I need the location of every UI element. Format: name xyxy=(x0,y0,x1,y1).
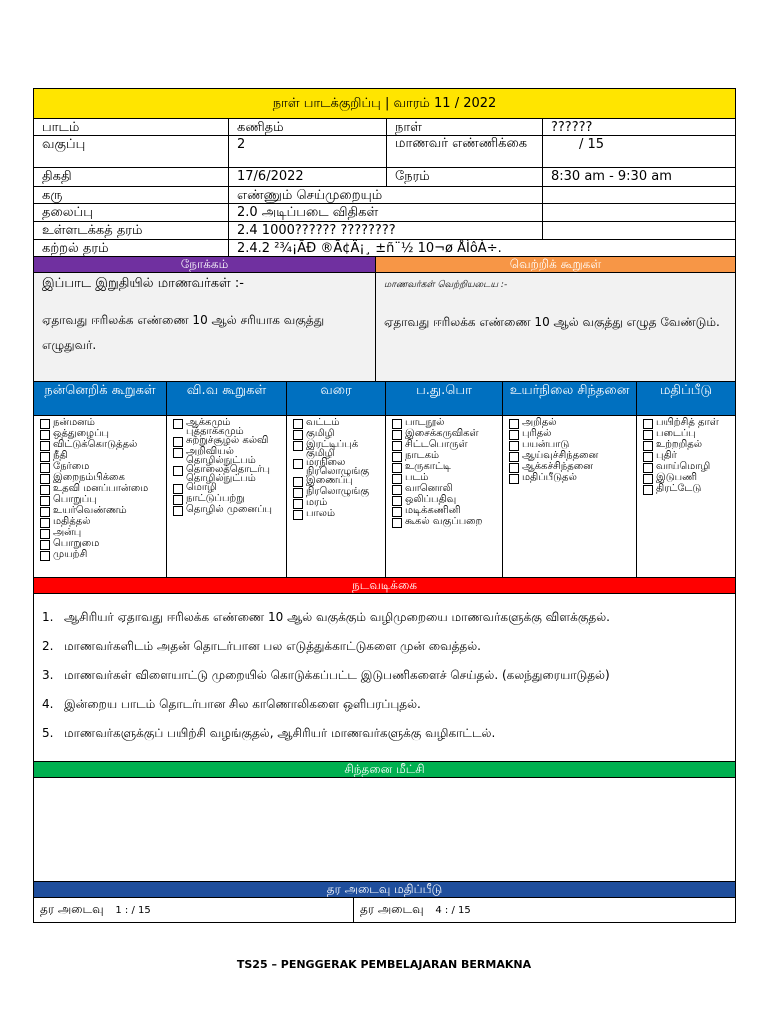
checkbox[interactable] xyxy=(392,441,402,451)
checkbox[interactable] xyxy=(293,510,303,520)
checkbox[interactable] xyxy=(392,430,402,440)
value-label: பொறுமை xyxy=(53,538,100,549)
learning-value: 2.4.2 ²¾¡ÃÐ ®Ã¢Ä¡¸ ±ñ¨½ 10¬ø ÅÌôÀ÷. xyxy=(237,241,502,256)
topic-value: 2.0 அடிப்படை விதிகள் xyxy=(229,204,543,221)
aid-label: சிட்டபொருள் xyxy=(405,439,468,450)
info-row-learning xyxy=(34,240,735,257)
crosscurricular-item xyxy=(173,505,282,516)
day-label: நாள் xyxy=(387,119,543,135)
assessment-label: திரட்டேடு xyxy=(656,483,702,494)
time-label: நேரம் xyxy=(387,168,543,186)
lesson-plan xyxy=(33,88,736,923)
value-label: பொறுப்பு xyxy=(53,494,97,505)
success-header: வெற்றிக் கூறுகள் xyxy=(376,257,735,273)
checkbox[interactable] xyxy=(293,419,303,429)
checkbox[interactable] xyxy=(173,506,183,516)
value-label: முயற்சி xyxy=(53,549,88,560)
step-text: மாணவர்களுக்குப் பயிற்சி வழங்குதல், ஆசிரியர் மாணவர்களுக்கு வழிகாட்டல். xyxy=(64,726,496,740)
tp-right xyxy=(354,898,471,922)
checkbox[interactable] xyxy=(392,419,402,429)
checkbox[interactable] xyxy=(392,463,402,473)
aid-label: ஒலிப்பதிவு xyxy=(405,494,457,505)
value-label: விட்டுக்கொடுத்தல் xyxy=(53,439,138,450)
checkbox[interactable] xyxy=(392,452,402,462)
activity-step xyxy=(42,726,727,742)
value-item xyxy=(40,550,162,561)
checkbox[interactable] xyxy=(509,430,519,440)
students-label: மாணவர் எண்ணிக்கை xyxy=(387,136,543,167)
map-label: மரநிலை நிரலொழுங்கு xyxy=(306,457,370,477)
hots-label: புரிதல் xyxy=(522,428,552,439)
step-number: 2. xyxy=(42,639,54,653)
values-list xyxy=(34,416,167,577)
checkbox[interactable] xyxy=(643,474,653,484)
value-label: நேர்மை xyxy=(53,461,90,472)
checkbox[interactable] xyxy=(643,419,653,429)
objective-section xyxy=(34,273,735,382)
tp-header: தர அடைவு மதிப்பீடு xyxy=(34,882,735,898)
assessment-item xyxy=(643,484,731,495)
subject-value: கணிதம் xyxy=(229,119,387,135)
checkbox[interactable] xyxy=(509,419,519,429)
reflection-box xyxy=(34,778,735,882)
map-label: குமிழி xyxy=(306,428,335,439)
header-hots: உயர்நிலை சிந்தனை xyxy=(503,382,637,415)
map-item xyxy=(293,440,381,458)
hots-item xyxy=(509,473,632,484)
objective-headers xyxy=(34,257,735,273)
success-intro: மாணவர்கள் வெற்றியடைய :- xyxy=(384,280,508,290)
theme-label: கரு xyxy=(34,187,229,203)
tp-left-value: 1 : / 15 xyxy=(115,905,151,916)
assessment-list xyxy=(637,416,735,577)
header-crosscurricular: வி.வ கூறுகள் xyxy=(167,382,287,415)
success-box xyxy=(376,273,735,381)
crosscurricular-label: தொலைத்தொடர்பு தொழில்நுட்பம் xyxy=(186,464,270,484)
activity-steps xyxy=(34,594,735,762)
value-label: ஒத்துழைப்பு xyxy=(53,428,109,439)
checkbox[interactable] xyxy=(40,540,50,550)
map-item xyxy=(293,458,381,476)
checkbox[interactable] xyxy=(392,496,402,506)
step-text: மாணவர்களிடம் அதன் தொடர்பான பல எடுத்துக்காட்டுகளை முன் வைத்தல். xyxy=(64,639,481,653)
tp-right-label: தர அடைவு xyxy=(360,902,424,916)
value-label: உயர்வெண்ணம் xyxy=(53,505,127,516)
content-blank xyxy=(543,222,735,239)
theme-value: எண்ணும் செய்முறையும் xyxy=(229,187,543,203)
activities-header: நடவடிக்கை xyxy=(34,578,735,594)
hots-label: பயன்பாடு xyxy=(522,439,570,450)
category-headers xyxy=(34,382,735,416)
step-number: 5. xyxy=(42,726,54,740)
checkbox[interactable] xyxy=(173,448,183,458)
checkbox[interactable] xyxy=(173,484,183,494)
step-text: இன்றைய பாடம் தொடர்பான சில காணொலிகளை ஒளிபரப்புதல். xyxy=(64,697,421,711)
objective-box xyxy=(34,273,376,381)
checkbox[interactable] xyxy=(509,463,519,473)
activity-step xyxy=(42,697,727,713)
crosscurricular-label: ஆக்கமும் புத்தாக்கமும் xyxy=(186,417,244,437)
value-label: மதித்தல் xyxy=(53,516,91,527)
crosscurricular-item xyxy=(173,465,282,483)
assessment-label: இடுபணி xyxy=(656,472,697,483)
content-label: உள்ளடக்கத் தரம் xyxy=(34,222,229,239)
map-label: இணைப்பு xyxy=(306,475,353,486)
category-lists xyxy=(34,416,735,578)
map-label: மரம் xyxy=(306,497,328,508)
hots-label: அறிதல் xyxy=(522,417,557,428)
day-value: ?????? xyxy=(551,120,593,135)
tp-left-label: தர அடைவு xyxy=(40,902,104,916)
info-row-subject xyxy=(34,119,735,136)
checkbox[interactable] xyxy=(40,441,50,451)
aid-label: படம் xyxy=(405,472,429,483)
value-label: இறைநம்பிக்கை xyxy=(53,472,125,483)
activity-step xyxy=(42,610,727,626)
checkbox[interactable] xyxy=(40,529,50,539)
class-value: 2 xyxy=(229,136,387,167)
crosscurricular-item xyxy=(173,418,282,436)
checkbox[interactable] xyxy=(40,430,50,440)
checkbox[interactable] xyxy=(40,474,50,484)
checkbox[interactable] xyxy=(293,441,303,451)
map-label: பாலம் xyxy=(306,508,336,519)
hots-list xyxy=(503,416,637,577)
header-aids: ப.து.பொ xyxy=(386,382,503,415)
info-row-date xyxy=(34,168,735,187)
objective-text: ஏதாவது ஈரிலக்க எண்ணை 10 ஆல் சரியாக வகுத்து எழுதுவர். xyxy=(42,313,325,352)
header-assessment: மதிப்பீடு xyxy=(659,383,713,398)
subject-label: பாடம் xyxy=(34,119,229,135)
step-number: 3. xyxy=(42,668,54,682)
tp-right-value: 4 : / 15 xyxy=(435,905,471,916)
map-item xyxy=(293,509,381,520)
class-label: வகுப்பு xyxy=(34,136,229,167)
checkbox[interactable] xyxy=(173,466,183,476)
checkbox[interactable] xyxy=(392,507,402,517)
students-value: / 15 xyxy=(579,137,605,152)
crosscurricular-label: மொழி xyxy=(186,482,217,493)
step-number: 4. xyxy=(42,697,54,711)
aid-label: நாடகம் xyxy=(405,450,440,461)
checkbox[interactable] xyxy=(643,430,653,440)
tp-left xyxy=(34,898,354,922)
checkbox[interactable] xyxy=(293,430,303,440)
checkbox[interactable] xyxy=(293,459,303,469)
crosscurricular-list xyxy=(167,416,287,577)
checkbox[interactable] xyxy=(173,495,183,505)
step-text: ஆசிரியர் ஏதாவது ஈரிலக்க எண்ணை 10 ஆல் வகுக்கும் வழிமுறையை மாணவர்களுக்கு விளக்குதல். xyxy=(64,610,610,624)
header-map: வரை xyxy=(287,382,386,415)
aid-label: வானொலி xyxy=(405,483,453,494)
checkbox[interactable] xyxy=(293,499,303,509)
activity-step xyxy=(42,639,727,655)
step-text: மாணவர்கள் விளையாட்டு முறையில் கொடுக்கப்பட்ட இடுபணிகளைச் செய்தல். (கலந்துரையாடுதல்) xyxy=(64,668,610,682)
checkbox[interactable] xyxy=(392,485,402,495)
assessment-label: படைப்பு xyxy=(656,428,696,439)
tp-row xyxy=(34,898,735,922)
crosscurricular-label: நாட்டுப்பற்று xyxy=(186,493,245,504)
map-list xyxy=(287,416,386,577)
value-label: நீதி xyxy=(53,450,68,461)
assessment-label: பயிற்சித் தாள் xyxy=(656,417,719,428)
topic-blank xyxy=(543,204,735,221)
checkbox[interactable] xyxy=(40,452,50,462)
checkbox[interactable] xyxy=(40,419,50,429)
checkbox[interactable] xyxy=(643,485,653,495)
crosscurricular-label: சுற்றுச்சூழல் கல்வி xyxy=(186,435,269,446)
activity-step xyxy=(42,668,727,684)
aid-label: கூகல் வகுப்பறை xyxy=(405,516,483,527)
info-row-topic xyxy=(34,204,735,222)
checkbox[interactable] xyxy=(173,437,183,447)
crosscurricular-label: அறிவியல் தொழில்நுட்பம் xyxy=(186,446,256,466)
aid-item xyxy=(392,517,498,528)
checkbox[interactable] xyxy=(643,452,653,462)
value-label: நன்மனம் xyxy=(53,417,95,428)
checkbox[interactable] xyxy=(643,441,653,451)
date-value: 17/6/2022 xyxy=(229,168,387,186)
reflection-header: சிந்தனை மீட்சி xyxy=(34,762,735,778)
checkbox[interactable] xyxy=(40,485,50,495)
aid-label: மடிக்கணினி xyxy=(405,505,461,516)
learning-label: கற்றல் தரம் xyxy=(34,240,229,256)
objective-intro: இப்பாட இறுதியில் மாணவர்கள் :- xyxy=(42,276,244,291)
checkbox[interactable] xyxy=(392,518,402,528)
aids-list xyxy=(386,416,503,577)
checkbox[interactable] xyxy=(293,488,303,498)
checkbox[interactable] xyxy=(40,463,50,473)
hots-label: ஆய்வுச்சிந்தனை xyxy=(522,450,599,461)
info-row-theme xyxy=(34,187,735,204)
assessment-label: உற்றறிதல் xyxy=(656,439,703,450)
hots-label: ஆக்கச்சிந்தனை xyxy=(522,461,593,472)
checkbox[interactable] xyxy=(40,496,50,506)
aid-label: உருகாட்டி xyxy=(405,461,451,472)
checkbox[interactable] xyxy=(509,474,519,484)
checkbox[interactable] xyxy=(509,452,519,462)
hots-label: மதிப்பீடுதல் xyxy=(522,472,577,483)
value-label: உதவி மனப்பான்மை xyxy=(53,483,149,494)
step-number: 1. xyxy=(42,610,54,624)
assessment-label: புதிர் xyxy=(656,450,677,461)
footer-text: TS25 – PENGGERAK PEMBELAJARAN BERMAKNA xyxy=(236,958,532,971)
topic-label: தலைப்பு xyxy=(34,204,229,221)
checkbox[interactable] xyxy=(293,477,303,487)
crosscurricular-label: தொழில் முனைப்பு xyxy=(186,504,272,515)
objective-header: நோக்கம் xyxy=(34,257,376,273)
checkbox[interactable] xyxy=(40,551,50,561)
value-label: அன்பு xyxy=(53,527,82,538)
checkbox[interactable] xyxy=(40,518,50,528)
map-label: வட்டம் xyxy=(306,417,340,428)
checkbox[interactable] xyxy=(509,441,519,451)
aid-label: பாடநூல் xyxy=(405,417,445,428)
assessment-label: வாய்மொழி xyxy=(656,461,711,472)
map-label: இரட்டிப்புக் குமிழி xyxy=(306,439,359,459)
checkbox[interactable] xyxy=(643,463,653,473)
theme-blank xyxy=(543,187,735,203)
info-row-class xyxy=(34,136,735,168)
content-value: 2.4 1000?????? ???????? xyxy=(229,222,543,239)
info-row-content xyxy=(34,222,735,240)
checkbox[interactable] xyxy=(40,507,50,517)
checkbox[interactable] xyxy=(173,419,183,429)
aid-label: இசைக்கருவிகள் xyxy=(405,428,479,439)
map-label: நிரலொழுங்கு xyxy=(306,486,370,497)
header-values: நன்னெறிக் கூறுகள் xyxy=(34,382,167,415)
checkbox[interactable] xyxy=(392,474,402,484)
success-text: ஏதாவது ஈரிலக்க எண்ணை 10 ஆல் வகுத்து எழுத வேண்டும். xyxy=(384,315,720,329)
crosscurricular-item xyxy=(173,447,282,465)
date-label: திகதி xyxy=(34,168,229,186)
time-value: 8:30 am - 9:30 am xyxy=(551,169,672,184)
page-title: நாள் பாடக்குறிப்பு | வாரம் 11 / 2022 xyxy=(34,89,735,119)
